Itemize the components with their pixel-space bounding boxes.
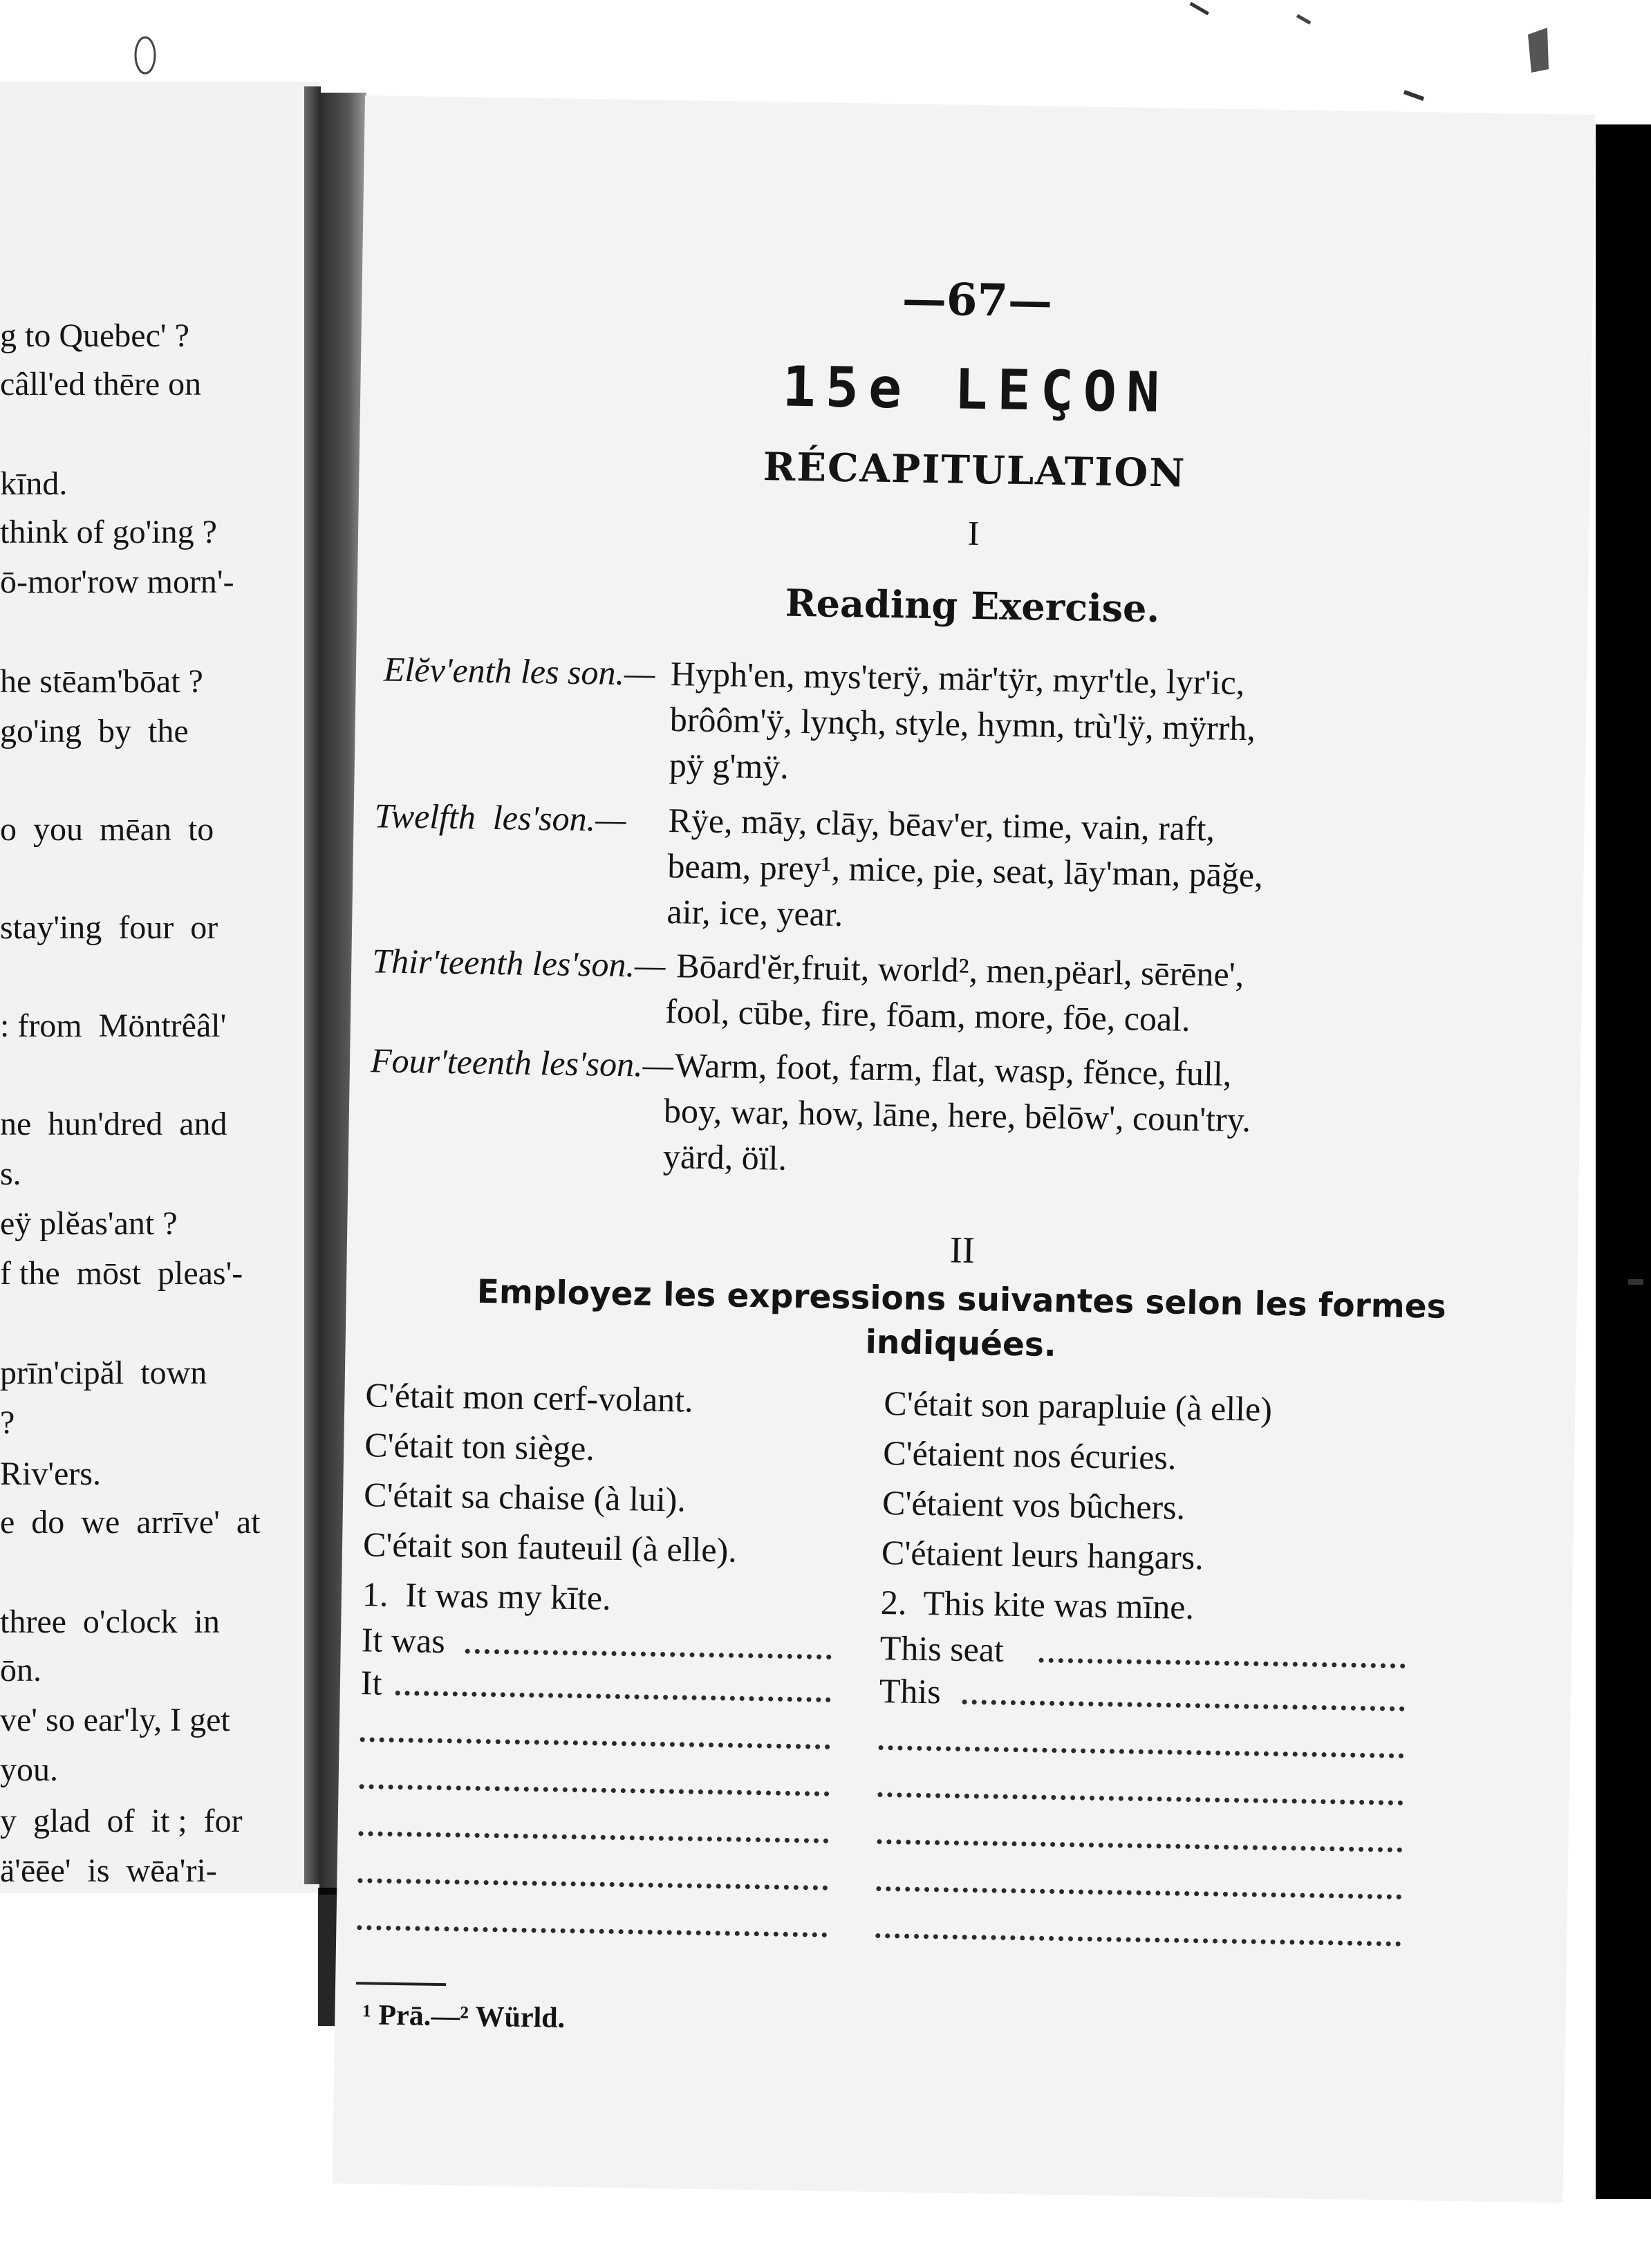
eleventh-lesson-line: Hyph'en, mys'terÿ, mär'tÿr, myr'tle, lyr'ic,: [670, 654, 1245, 703]
instruction-line: indiquées.: [865, 1323, 1057, 1364]
left-page-line: : from Möntrêâl': [0, 1007, 227, 1044]
left-page-line: ōn.: [0, 1652, 41, 1689]
right-margin-dark: [1596, 124, 1651, 2199]
left-page-line: ?: [0, 1404, 15, 1441]
fourteenth-lesson-label: Four'teenth les'son.—: [370, 1041, 674, 1085]
eleventh-lesson-line: brôôm'ÿ, lynçh, style, hymn, trù'lÿ, mÿrrh,: [669, 700, 1256, 748]
lesson-title: 15e LEÇON: [781, 354, 1170, 425]
left-page-line: câll'ed thēre on: [0, 366, 202, 402]
exercise-answer-right: This seat: [879, 1628, 1005, 1669]
exercise-prompt-left: C'était son fauteuil (à elle).: [362, 1525, 738, 1570]
section-number-2: II: [949, 1229, 976, 1272]
answer-blank: [962, 1700, 1405, 1711]
left-page-line: eÿ plĕas'ant ?: [0, 1205, 178, 1242]
exercise-prompt-right: C'étaient vos bûchers.: [882, 1483, 1186, 1527]
answer-blank: [360, 1737, 830, 1749]
answer-blank: [876, 1886, 1401, 1899]
answer-blank: [877, 1792, 1403, 1805]
exercise-prompt-right: C'étaient leurs hangars.: [881, 1532, 1204, 1577]
left-page-line: ve' so ear'ly, I get: [0, 1702, 230, 1738]
thirteenth-lesson-line: Bōard'ĕr,fruit, world², men,pëarl, sērēne',: [675, 946, 1244, 994]
eleventh-lesson-label: Elĕv'enth les son.—: [383, 649, 655, 693]
page-number: —67—: [902, 273, 1053, 328]
answer-blank: [875, 1933, 1401, 1946]
left-page-line: f the mōst pleas'-: [0, 1255, 243, 1292]
exercise-prompt-right: C'était son parapluie (à elle): [883, 1384, 1273, 1429]
twelfth-lesson-line: beam, prey¹, mice, pie, seat, lāy'man, pāğe,: [667, 846, 1264, 895]
exercise-prompt-right: 2. This kite was mīne.: [880, 1582, 1195, 1627]
left-page-line: s.: [0, 1155, 21, 1192]
right-page: [333, 95, 1596, 2203]
answer-blank: [358, 1831, 828, 1843]
recapitulation-heading: RÉCAPITULATION: [763, 444, 1186, 496]
left-page-line: ä'ēēe' is wēa'ri-: [0, 1852, 217, 1889]
left-page-line: o you mēan to: [0, 811, 214, 848]
twelfth-lesson-line: air, ice, year.: [666, 892, 843, 934]
footnote-rule: [356, 1982, 446, 1986]
reading-exercise-heading: Reading Exercise.: [785, 580, 1160, 631]
left-page-line: prīn'cipăl town: [0, 1355, 207, 1391]
exercise-prompt-left: C'était mon cerf-volant.: [365, 1375, 693, 1420]
left-page-line: Riv'ers.: [0, 1456, 101, 1492]
answer-blank: [877, 1839, 1402, 1852]
footnotes: ¹ Prā.—² Würld.: [362, 1999, 566, 2034]
fourteenth-lesson-line: boy, war, how, lāne, here, bēlōw', coun'try.: [663, 1090, 1251, 1140]
left-page-line: y glad of it ; for: [0, 1803, 243, 1839]
left-page-edge: [304, 86, 321, 1884]
left-page-line: kīnd.: [0, 465, 68, 502]
left-page-line: three o'clock in: [0, 1604, 220, 1640]
exercise-prompt-right: C'étaient nos écuries.: [882, 1433, 1177, 1477]
left-page: [0, 82, 319, 1893]
left-page-line: g to Quebec' ?: [0, 317, 189, 354]
twelfth-lesson-label: Twelfth les'son.—: [374, 796, 627, 839]
answer-blank: [357, 1878, 828, 1890]
left-page-line: ō-mor'row morn'-: [0, 564, 234, 600]
left-page-line: ne hun'dred and: [0, 1106, 227, 1142]
left-page-line: think of go'ing ?: [0, 514, 217, 550]
left-page-line: stay'ing four or: [0, 909, 218, 946]
answer-blank: [465, 1649, 832, 1660]
left-page-line: go'ing by the: [0, 713, 189, 750]
twelfth-lesson-line: Rÿe, māy, clāy, bēav'er, time, vain, raft,: [668, 801, 1215, 848]
exercise-answer-right: This: [879, 1671, 942, 1711]
thirteenth-lesson-label: Thir'teenth les'son.—: [371, 941, 666, 985]
left-page-line: e do we arrīve' at: [0, 1504, 261, 1541]
answer-blank: [395, 1691, 831, 1702]
left-page-line: you.: [0, 1751, 58, 1788]
exercise-prompt-left: 1. It was my kīte.: [362, 1574, 612, 1617]
fourteenth-lesson-line: yärd, öïl.: [662, 1136, 787, 1178]
left-page-line: he stēam'bōat ?: [0, 663, 203, 700]
instruction-line: Employez les expressions suivantes selon les formes: [476, 1272, 1447, 1326]
exercise-answer-left: It: [360, 1663, 382, 1702]
exercise-answer-left: It was: [361, 1620, 446, 1661]
section-number-1: I: [967, 513, 980, 553]
answer-blank: [357, 1925, 827, 1937]
exercise-prompt-left: C'était ton siège.: [364, 1425, 595, 1468]
fourteenth-lesson-line: Warm, foot, farm, flat, wasp, fĕnce, full,: [674, 1045, 1232, 1093]
answer-blank: [360, 1784, 830, 1796]
thirteenth-lesson-line: fool, cūbe, fire, fōam, more, fōe, coal.: [664, 991, 1191, 1039]
answer-blank: [1039, 1658, 1406, 1669]
answer-blank: [879, 1745, 1404, 1758]
eleventh-lesson-line: pÿ g'mÿ.: [669, 745, 790, 786]
exercise-prompt-left: C'était sa chaise (à lui).: [363, 1475, 687, 1519]
